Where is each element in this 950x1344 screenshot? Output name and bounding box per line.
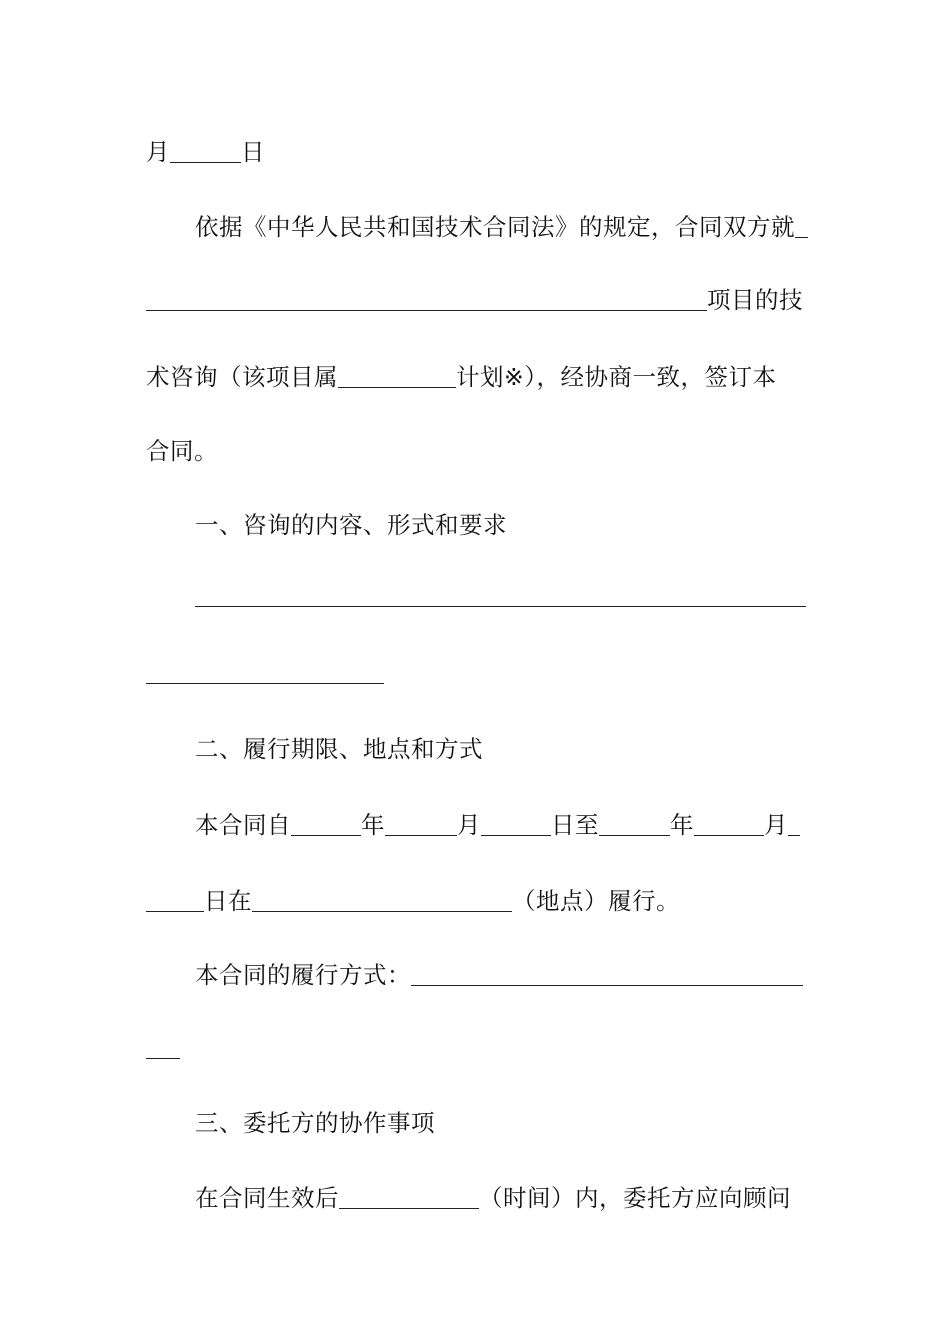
start-year-blank[interactable] (291, 813, 361, 836)
content-blank-line2[interactable] (146, 683, 384, 684)
method-blank[interactable] (411, 963, 803, 986)
project-text: 项目的技 (707, 286, 803, 314)
project-name-blank[interactable] (146, 288, 707, 311)
method-label: 本合同的履行方式： (195, 961, 411, 989)
paragraph-basis-line2 (146, 285, 806, 315)
period-line1 (195, 810, 806, 840)
contract-end-text: 合同。 (146, 437, 218, 465)
day-at-label: 日在 (204, 887, 252, 915)
section-heading-1 (195, 510, 806, 540)
end-month-blank[interactable] (694, 813, 764, 836)
day-label: 日 (241, 138, 265, 166)
plan-blank[interactable] (338, 365, 456, 388)
basis-text: 依据《中华人民共和国技术合同法》的规定，合同双方就 (195, 213, 795, 241)
paragraph-basis-line4 (146, 436, 806, 466)
month-label: 月 (146, 138, 170, 166)
project-blank-start[interactable] (795, 215, 808, 238)
day-to-label: 日至 (551, 811, 599, 839)
cooperation-line1 (195, 1183, 806, 1213)
day-blank[interactable] (170, 140, 241, 163)
effective-text: 在合同生效后 (195, 1184, 339, 1212)
section-heading-2 (195, 734, 806, 764)
method-blank-continued[interactable] (146, 1058, 180, 1059)
end-day-blank[interactable] (146, 889, 204, 912)
plan-text: 计划※），经协商一致，签订本 (456, 363, 777, 391)
start-month-blank[interactable] (385, 813, 457, 836)
start-day-blank[interactable] (481, 813, 551, 836)
time-blank[interactable] (339, 1186, 479, 1209)
location-blank[interactable] (252, 889, 512, 912)
from-text: 本合同自 (195, 811, 291, 839)
time-text: （时间）内，委托方应向顾问 (479, 1184, 791, 1212)
month-label-2: 月 (764, 811, 788, 839)
section-heading-3 (195, 1108, 806, 1138)
period-line2 (146, 886, 806, 916)
month-label-1: 月 (457, 811, 481, 839)
end-day-blank-start[interactable] (788, 813, 800, 836)
method-line (195, 960, 806, 990)
year-label-1: 年 (361, 811, 385, 839)
end-year-blank[interactable] (599, 813, 670, 836)
consult-text: 术咨询（该项目属 (146, 363, 338, 391)
paragraph-basis-line3 (146, 362, 806, 392)
section-3-title: 三、委托方的协作事项 (195, 1109, 435, 1137)
date-line (146, 137, 806, 167)
content-blank-line1[interactable] (195, 606, 806, 607)
location-text: （地点）履行。 (512, 887, 680, 915)
paragraph-basis-line1 (195, 212, 806, 242)
year-label-2: 年 (670, 811, 694, 839)
section-2-title: 二、履行期限、地点和方式 (195, 735, 483, 763)
section-1-title: 一、咨询的内容、形式和要求 (195, 511, 507, 539)
